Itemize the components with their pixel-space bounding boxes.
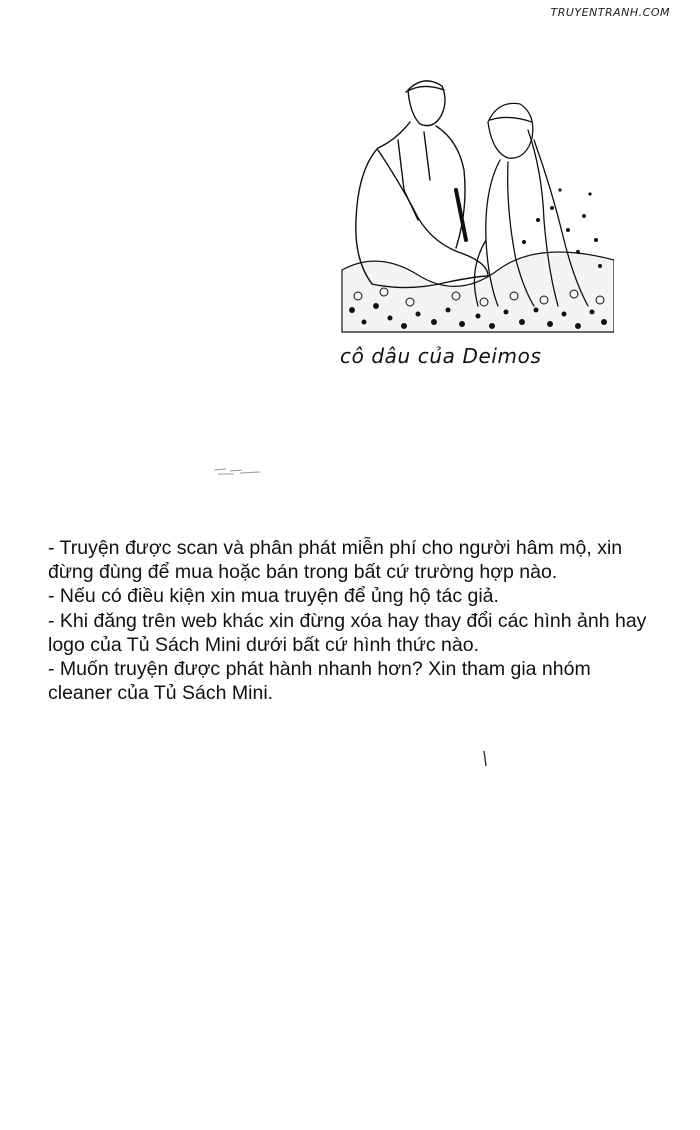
- scan-smudge: [212, 464, 264, 478]
- notice-line: - Khi đăng trên web khác xin đừng xóa hay thay đổi các hình ảnh hay logo của Tủ Sách Mini dưới bất cứ hình thức nào.: [48, 609, 647, 656]
- scan-speck: [482, 750, 488, 768]
- manga-illustration: [338, 70, 614, 340]
- notice-line: - Nếu có điều kiện xin mua truyện để ủng hộ tác giả.: [48, 585, 499, 608]
- notice-line: - Truyện được scan và phân phát miễn phí cho người hâm mộ, xin đừng đùng để mua hoặc bán trong bất cứ trường hợp nào.: [48, 537, 623, 584]
- notice-line: - Muốn truyện được phát hành nhanh hơn? Xin tham gia nhóm cleaner của Tủ Sách Mini.: [48, 658, 591, 705]
- scanlation-notice: [48, 536, 660, 705]
- illustration-caption: cô dâu của Deimos: [340, 344, 542, 368]
- site-watermark: TRUYENTRANH.COM: [550, 6, 670, 19]
